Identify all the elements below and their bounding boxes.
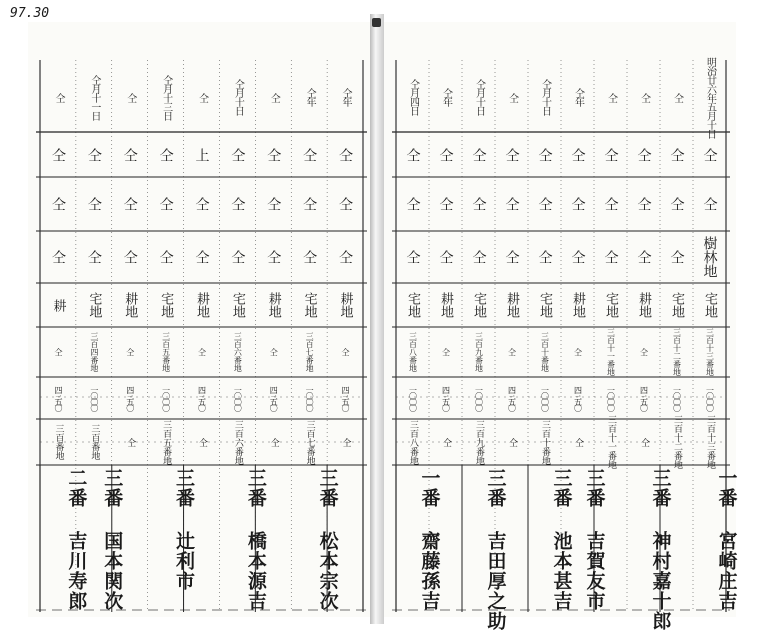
ledger-cell-c1: 仝: [668, 148, 685, 162]
ledger-cell-c3: 仝: [301, 250, 318, 264]
ledger-cell-area: 一〇〇〇: [540, 386, 550, 410]
ledger-cell-lot: 三百六番地: [233, 332, 243, 372]
ledger-cell-area: 一〇〇〇: [161, 386, 171, 410]
ledger-cell-land: 宅地: [603, 292, 618, 318]
ledger-cell-lot: 三百八番地: [408, 332, 418, 372]
ledger-cell-c2: 仝: [337, 197, 354, 211]
ledger-cell-c2: 仝: [503, 197, 520, 211]
ledger-cell-owner: 一番 宮崎庄吉: [715, 468, 738, 611]
ledger-cell-land: 耕地: [504, 292, 519, 318]
ledger-cell-area: 四三五〇: [269, 386, 279, 410]
ledger-cell-lot: 三百九番地: [474, 332, 484, 372]
ledger-cell-addr: 仝: [196, 437, 207, 447]
ledger-cell-area: 一〇〇〇: [408, 386, 418, 410]
ledger-cell-addr: 三百七番地: [304, 419, 315, 465]
ledger-cell-land: 耕: [50, 298, 66, 312]
ledger-cell-area: 四三五〇: [639, 386, 649, 410]
ledger-cell-land: 宅地: [158, 292, 174, 318]
ledger-cell-c1: 仝: [569, 148, 586, 162]
ledger-cell-c2: 仝: [668, 197, 685, 211]
ledger-cell-lot: 仝: [441, 348, 451, 356]
ledger-cell-date: 仝年: [572, 88, 584, 106]
ledger-cell-c3: 仝: [337, 250, 354, 264]
ledger-cell-date: 仝: [268, 92, 280, 102]
ledger-cell-area: 一〇〇〇: [705, 386, 715, 410]
ledger-cell-land: 耕地: [438, 292, 453, 318]
ledger-cell-c3: 仝: [437, 250, 454, 264]
page-number-mark: 97.30: [10, 6, 50, 21]
ledger-cell-addr: 三百十番地: [540, 419, 550, 465]
ledger-cell-date: 仝月四日: [407, 79, 419, 115]
ledger-cell-addr: 三百番地: [89, 424, 100, 460]
ledger-cell-date: 仝年: [440, 88, 452, 106]
ledger-cell-c3: 仝: [49, 250, 66, 264]
ledger-cell-addr: 三百十三番地: [705, 415, 715, 469]
ledger-cell-c1: 仝: [404, 148, 421, 162]
ledger-cell-land: 宅地: [229, 292, 245, 318]
ledger-cell-c3: 仝: [229, 250, 246, 264]
ledger-cell-area: 四三五〇: [53, 386, 63, 410]
ledger-cell-addr: 三百六番地: [232, 419, 243, 465]
ledger-cell-date: 仝: [196, 92, 208, 102]
ledger-cell-land: 耕地: [636, 292, 651, 318]
ledger-cell-c1: 仝: [157, 148, 174, 162]
ledger-cell-land: 耕地: [337, 292, 353, 318]
ledger-cell-addr: 三百八番地: [408, 419, 418, 465]
ledger-cell-lot: 三百四番地: [89, 332, 99, 372]
ledger-cell-c2: 仝: [635, 197, 652, 211]
ledger-cell-c1: 仝: [602, 148, 619, 162]
ledger-cell-land: 耕地: [122, 292, 138, 318]
ledger-cell-addr: 仝: [268, 437, 279, 447]
ledger-cell-area: 一〇〇〇: [606, 386, 616, 410]
ledger-cell-owner: 二番 吉川寿郎: [65, 468, 88, 611]
ledger-cell-addr: 仝: [507, 437, 517, 447]
ledger-cell-date: 仝月十日: [539, 79, 551, 115]
ledger-cell-area: 一〇〇〇: [305, 386, 315, 410]
ledger-cell-date: 仝月十日: [473, 79, 485, 115]
ledger-cell-owner: 三番 辻利市: [173, 468, 196, 591]
ledger-cell-c2: 仝: [265, 197, 282, 211]
ledger-cell-c2: 仝: [569, 197, 586, 211]
ledger-cell-date: 仝年: [304, 88, 316, 106]
ledger-cell-area: 四三五〇: [341, 386, 351, 410]
ledger-cell-c2: 仝: [49, 197, 66, 211]
ledger-cell-c1: 仝: [470, 148, 487, 162]
ledger-cell-addr: 三百番地: [53, 424, 64, 460]
ledger-cell-c3: 仝: [668, 250, 685, 264]
ledger-cell-c2: 仝: [470, 197, 487, 211]
ledger-cell-c2: 仝: [229, 197, 246, 211]
ledger-cell-land: 宅地: [702, 292, 717, 318]
ledger-cell-land: 耕地: [570, 292, 585, 318]
ledger-cell-lot: 仝: [341, 348, 351, 356]
ledger-cell-area: 四三五〇: [507, 386, 517, 410]
ledger-cell-c3: 仝: [265, 250, 282, 264]
ledger-cell-c2: 仝: [536, 197, 553, 211]
ledger-cell-lot: 仝: [269, 348, 279, 356]
ledger-cell-owner: 三番 池本甚吉: [550, 468, 573, 611]
ledger-cell-addr: 三百十一番地: [606, 415, 616, 469]
ledger-cell-c1: 仝: [503, 148, 520, 162]
ledger-cell-addr: 三百九番地: [474, 419, 484, 465]
ledger-cell-c1: 仝: [229, 148, 246, 162]
ledger-cell-owner: 三番 神村嘉十郎: [649, 468, 672, 631]
ledger-cell-c3: 仝: [602, 250, 619, 264]
ledger-cell-addr: 仝: [125, 437, 136, 447]
ledger-cell-c3: 仝: [503, 250, 520, 264]
ledger-cell-c1: 仝: [121, 148, 138, 162]
binding-mark: [372, 18, 381, 27]
ledger-cell-date: 仝年: [340, 88, 352, 106]
ledger-cell-addr: 仝: [441, 437, 451, 447]
ledger-cell-c1: 仝: [635, 148, 652, 162]
ledger-cell-land: 耕地: [193, 292, 209, 318]
ledger-cell-date: 仝月十三日: [160, 74, 172, 120]
ledger-cell-c1: 仝: [536, 148, 553, 162]
ledger-cell-lot: 仝: [53, 348, 63, 356]
ledger-cell-c2: 仝: [85, 197, 102, 211]
ledger-cell-c3: 仝: [470, 250, 487, 264]
ledger-cell-date: 仝: [52, 92, 64, 102]
ledger-cell-addr: 三百十二番地: [672, 415, 682, 469]
ledger-cell-owner: 三番 吉賀友市: [583, 468, 606, 611]
ledger-cell-c2: 仝: [301, 197, 318, 211]
right-page-ledger: [384, 22, 738, 631]
ledger-cell-date: 仝: [638, 92, 650, 102]
ledger-cell-c1: 仝: [437, 148, 454, 162]
ledger-cell-area: 四三五〇: [441, 386, 451, 410]
ledger-cell-c1: 仝: [49, 148, 66, 162]
ledger-cell-addr: 仝: [340, 437, 351, 447]
ledger-cell-c3: 樹林地: [701, 236, 718, 278]
ledger-cell-area: 一〇〇〇: [89, 386, 99, 410]
ledger-cell-c2: 仝: [121, 197, 138, 211]
ledger-cell-owner: 一番 齋藤孫吉: [418, 468, 441, 611]
ledger-cell-owner: 三番 松本宗次: [316, 468, 339, 611]
ledger-cell-c2: 仝: [193, 197, 210, 211]
ledger-cell-addr: 三百五番地: [161, 419, 172, 465]
ledger-cell-owner: 三番 橋本源吉: [244, 468, 267, 611]
ledger-cell-date: 仝月十日: [232, 79, 244, 115]
ledger-cell-date: 仝: [671, 92, 683, 102]
ledger-cell-c1: 仝: [301, 148, 318, 162]
ledger-cell-c3: 仝: [569, 250, 586, 264]
ledger-cell-lot: 三百十番地: [540, 332, 550, 372]
ledger-cell-date: 仝: [506, 92, 518, 102]
ledger-cell-area: 一〇〇〇: [672, 386, 682, 410]
ledger-cell-land: 宅地: [537, 292, 552, 318]
ledger-cell-date: 仝月十一日: [88, 74, 100, 120]
ledger-cell-c1: 仝: [701, 148, 718, 162]
ledger-cell-lot: 仝: [639, 348, 649, 356]
ledger-cell-c2: 仝: [701, 197, 718, 211]
ledger-cell-land: 宅地: [471, 292, 486, 318]
ledger-cell-c3: 仝: [635, 250, 652, 264]
ledger-cell-lot: 三百十三番地: [705, 328, 715, 376]
ledger-cell-lot: 仝: [125, 348, 135, 356]
ledger-cell-land: 耕地: [265, 292, 281, 318]
ledger-cell-lot: 三百五番地: [161, 332, 171, 372]
ledger-cell-c1: 仝: [85, 148, 102, 162]
ledger-cell-area: 一〇〇〇: [233, 386, 243, 410]
ledger-cell-lot: 三百十二番地: [672, 328, 682, 376]
ledger-cell-area: 四三五〇: [125, 386, 135, 410]
ledger-cell-area: 四三五〇: [197, 386, 207, 410]
ledger-cell-c1: 上: [193, 148, 210, 162]
ledger-cell-c2: 仝: [157, 197, 174, 211]
ledger-cell-area: 一〇〇〇: [474, 386, 484, 410]
ledger-cell-lot: 三百七番地: [305, 332, 315, 372]
left-page-ledger: [28, 22, 370, 617]
ledger-cell-date: 仝: [605, 92, 617, 102]
ledger-cell-land: 宅地: [301, 292, 317, 318]
ledger-cell-land: 宅地: [86, 292, 102, 318]
ledger-cell-c3: 仝: [157, 250, 174, 264]
ledger-cell-owner: 三番 国本関次: [101, 468, 124, 611]
ledger-cell-c3: 仝: [536, 250, 553, 264]
ledger-cell-land: 宅地: [405, 292, 420, 318]
ledger-cell-c1: 仝: [337, 148, 354, 162]
ledger-cell-c3: 仝: [404, 250, 421, 264]
ledger-cell-c3: 仝: [85, 250, 102, 264]
ledger-cell-lot: 三百十一番地: [606, 328, 616, 376]
ledger-cell-date: 明治廿六年五月十日: [704, 56, 716, 138]
ledger-cell-c2: 仝: [437, 197, 454, 211]
ledger-cell-c3: 仝: [121, 250, 138, 264]
ledger-cell-c3: 仝: [193, 250, 210, 264]
ledger-cell-c1: 仝: [265, 148, 282, 162]
ledger-cell-lot: 仝: [507, 348, 517, 356]
ledger-cell-owner: 三番 吉田厚之助: [484, 468, 507, 631]
ledger-cell-c2: 仝: [404, 197, 421, 211]
ledger-cell-date: 仝: [124, 92, 136, 102]
ledger-cell-lot: 仝: [573, 348, 583, 356]
ledger-cell-area: 四三五〇: [573, 386, 583, 410]
ledger-cell-addr: 仝: [639, 437, 649, 447]
ledger-cell-c2: 仝: [602, 197, 619, 211]
ledger-cell-addr: 仝: [573, 437, 583, 447]
ledger-cell-land: 宅地: [669, 292, 684, 318]
ledger-cell-lot: 仝: [197, 348, 207, 356]
